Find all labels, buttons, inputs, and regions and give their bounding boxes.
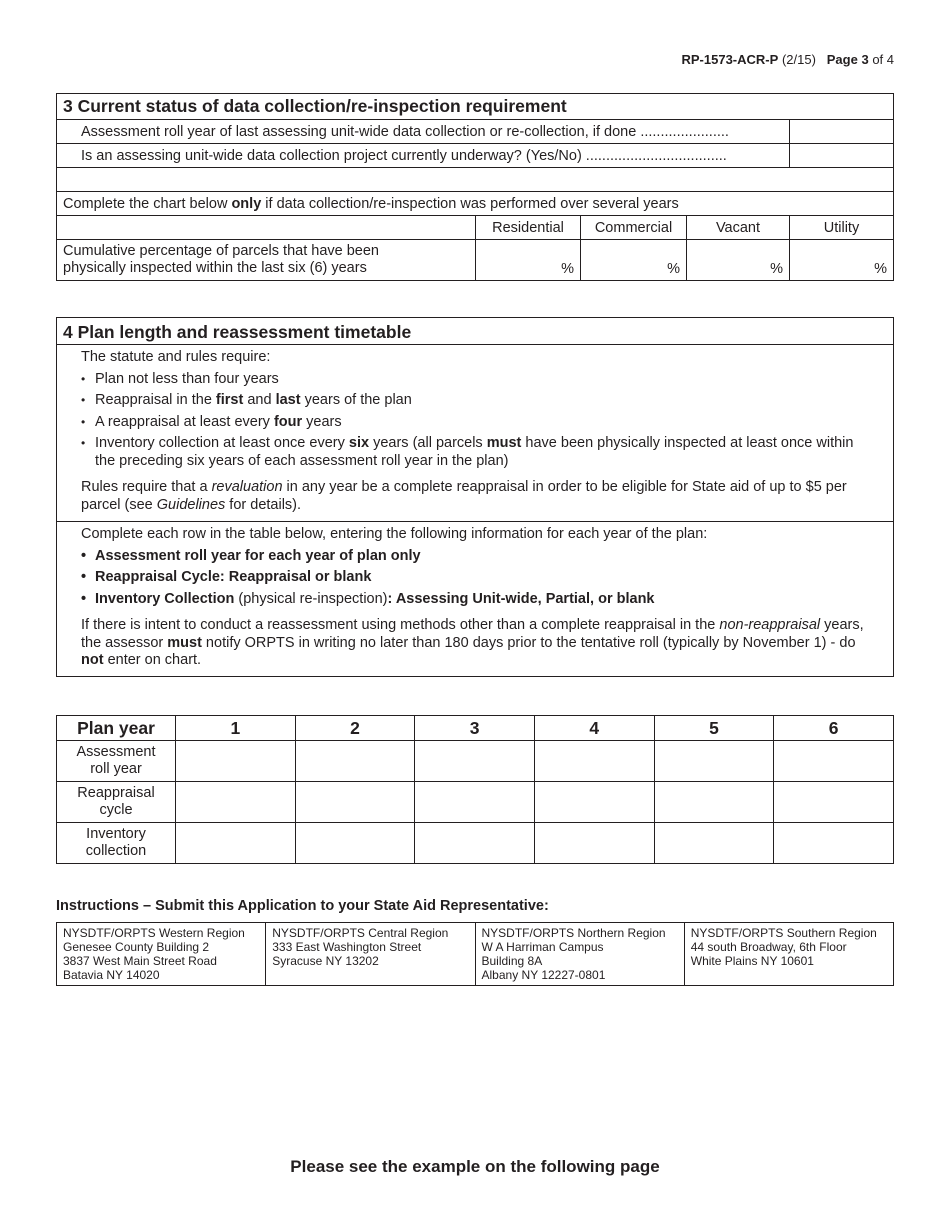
page-total: of 4: [872, 52, 894, 67]
vacant-pct-field[interactable]: %: [687, 240, 790, 281]
plan-year-header: Plan year: [57, 716, 176, 741]
year-header: 3: [415, 716, 535, 741]
year-header: 5: [654, 716, 774, 741]
cell-field[interactable]: [654, 823, 774, 864]
table-row: [57, 823, 894, 864]
cell-field[interactable]: [774, 823, 894, 864]
cumulative-label: Cumulative percentage of parcels that have been physically inspected within the last six (6) years: [57, 240, 476, 281]
cell-field[interactable]: [295, 823, 415, 864]
requirement-item: • Reappraisal in the first and last years of the plan: [81, 392, 873, 410]
blank-row: [57, 168, 894, 192]
year-header: 4: [534, 716, 654, 741]
row-label-reappraisal: Reappraisal cycle: [57, 782, 176, 823]
address-southern: NYSDTF/ORPTS Southern Region 44 south Broadway, 6th Floor White Plains NY 10601: [684, 923, 893, 986]
residential-pct-field[interactable]: %: [476, 240, 581, 281]
instruction-item: • Assessment roll year for each year of plan only: [81, 548, 873, 566]
row-label-assessment: Assessment roll year: [57, 741, 176, 782]
year-header: 2: [295, 716, 415, 741]
section-3-table: [56, 93, 894, 281]
table-row: [57, 782, 894, 823]
col-residential: Residential: [476, 216, 581, 240]
underway-label: Is an assessing unit-wide data collection project currently underway? (Yes/No) ...................................: [57, 144, 790, 168]
section-4: [56, 317, 894, 677]
section-3-title: 3 Current status of data collection/re-inspection requirement: [57, 94, 894, 120]
plan-table: [56, 715, 894, 864]
reassessment-note: If there is intent to conduct a reassessment using methods other than a complete reappraisal in the non-reappraisal years, the assessor must notify ORPTS in writing no later than 180 days prior to the tentative roll (typically by November 1) - do not enter on chart.: [81, 617, 864, 668]
requirements-intro: The statute and rules require:: [81, 349, 271, 365]
address-table: [56, 922, 894, 986]
cell-field[interactable]: [176, 741, 296, 782]
cell-field[interactable]: [534, 782, 654, 823]
page-label: Page: [826, 52, 858, 67]
requirement-item: • Inventory collection at least once every six years (all parcels must have been physically inspected at least once within the preceding six years of each assessment roll year in the plan): [81, 435, 873, 470]
underway-field[interactable]: [790, 144, 894, 168]
requirement-item: • Plan not less than four years: [81, 371, 873, 389]
cell-field[interactable]: [295, 782, 415, 823]
table-row: [57, 741, 894, 782]
cell-field[interactable]: [534, 823, 654, 864]
rules-note: Rules require that a revaluation in any year be a complete reappraisal in order to be eligible for State aid of up to $5 per parcel (see Guidelines for details).: [81, 479, 847, 513]
cell-field[interactable]: [774, 741, 894, 782]
col-vacant: Vacant: [687, 216, 790, 240]
blank-header-cell: [57, 216, 476, 240]
requirement-item: • A reappraisal at least every four years: [81, 414, 873, 432]
cell-field[interactable]: [534, 741, 654, 782]
form-revision: (2/15): [781, 52, 816, 67]
last-collection-label: Assessment roll year of last assessing unit-wide data collection or re-collection, if done ......................: [57, 120, 790, 144]
cell-field[interactable]: [415, 741, 535, 782]
statute-requirements: [57, 345, 893, 522]
instruction-item: • Inventory Collection (physical re-inspection): Assessing Unit-wide, Partial, or blank: [81, 591, 873, 609]
chart-note: Complete the chart below only if data collection/re-inspection was performed over several years: [57, 192, 894, 216]
cell-field[interactable]: [415, 782, 535, 823]
address-western: NYSDTF/ORPTS Western Region Genesee County Building 2 3837 West Main Street Road Batavia NY 14020: [57, 923, 266, 986]
cell-field[interactable]: [774, 782, 894, 823]
address-northern: NYSDTF/ORPTS Northern Region W A Harriman Campus Building 8A Albany NY 12227-0801: [475, 923, 684, 986]
col-commercial: Commercial: [581, 216, 687, 240]
cell-field[interactable]: [295, 741, 415, 782]
table-instructions-intro: Complete each row in the table below, entering the following information for each year of the plan:: [81, 526, 708, 542]
row-label-inventory: Inventory collection: [57, 823, 176, 864]
year-header: 1: [176, 716, 296, 741]
form-id: RP-1573-ACR-P: [681, 52, 779, 67]
cell-field[interactable]: [654, 741, 774, 782]
cell-field[interactable]: [176, 823, 296, 864]
page-number: 3: [861, 52, 869, 67]
table-instructions: [57, 522, 893, 670]
year-header: 6: [774, 716, 894, 741]
commercial-pct-field[interactable]: %: [581, 240, 687, 281]
cell-field[interactable]: [176, 782, 296, 823]
col-utility: Utility: [790, 216, 894, 240]
cell-field[interactable]: [654, 782, 774, 823]
section-4-title: 4 Plan length and reassessment timetable: [57, 318, 893, 345]
footer-note: Please see the example on the following page: [290, 1157, 660, 1176]
address-central: NYSDTF/ORPTS Central Region 333 East Washington Street Syracuse NY 13202: [266, 923, 475, 986]
instruction-item: • Reappraisal Cycle: Reappraisal or blank: [81, 569, 873, 587]
form-header: [682, 52, 895, 67]
utility-pct-field[interactable]: %: [790, 240, 894, 281]
instructions-heading: Instructions – Submit this Application to your State Aid Representative:: [56, 898, 549, 914]
cell-field[interactable]: [415, 823, 535, 864]
last-collection-field[interactable]: [790, 120, 894, 144]
